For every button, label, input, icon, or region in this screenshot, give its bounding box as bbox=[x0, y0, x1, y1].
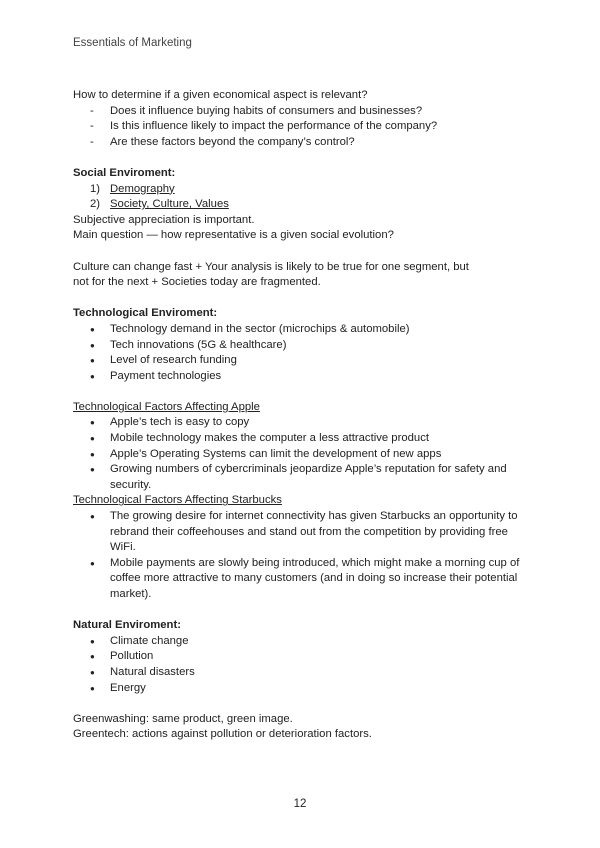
list-item: - Is this influence likely to impact the performance of the company? bbox=[73, 119, 533, 135]
tech-list bbox=[73, 322, 533, 384]
list-item: ● Tech innovations (5G & healthcare) bbox=[73, 338, 533, 354]
social-list bbox=[73, 182, 533, 213]
social-paragraph-line-2: not for the next + Societies today are fragmented. bbox=[73, 276, 321, 289]
list-item: ● Climate change bbox=[73, 634, 533, 650]
list-number: 2) bbox=[90, 198, 101, 211]
natural-heading: Natural Enviroment: bbox=[73, 619, 181, 632]
document-header: Essentials of Marketing bbox=[73, 37, 192, 49]
apple-heading: Technological Factors Affecting Apple bbox=[73, 400, 260, 413]
apple-list bbox=[73, 415, 533, 493]
list-item-label: Demography bbox=[110, 182, 175, 195]
list-item: ● Apple’s Operating Systems can limit the development of new apps bbox=[73, 447, 533, 463]
tech-heading: Technological Enviroment: bbox=[73, 307, 218, 320]
greentech-line: Greentech: actions against pollution or deterioration factors. bbox=[73, 728, 372, 741]
intro-list bbox=[73, 104, 533, 151]
list-item: ● Pollution bbox=[73, 649, 533, 665]
starbucks-heading: Technological Factors Affecting Starbucks bbox=[73, 494, 282, 507]
list-item: - Does it influence buying habits of consumers and businesses? bbox=[73, 104, 533, 120]
list-item: ● Apple’s tech is easy to copy bbox=[73, 415, 533, 431]
list-item: ● Mobile technology makes the computer a less attractive product bbox=[73, 431, 533, 447]
list-item: - Are these factors beyond the company’s control? bbox=[73, 135, 533, 151]
list-item: ● Natural disasters bbox=[73, 665, 533, 681]
list-number: 1) bbox=[90, 182, 101, 195]
natural-list bbox=[73, 634, 533, 696]
intro-question: How to determine if a given economical aspect is relevant? bbox=[73, 89, 368, 101]
starbucks-list bbox=[73, 509, 533, 603]
list-item: ● Technology demand in the sector (microchips & automobile) bbox=[73, 322, 533, 338]
list-item: ● Growing numbers of cybercriminals jeopardize Apple’s reputation for safety and security. bbox=[73, 462, 533, 493]
list-item-label: Society, Culture, Values bbox=[110, 198, 229, 211]
list-item: ● Payment technologies bbox=[73, 369, 533, 385]
social-paragraph-line-1: Culture can change fast + Your analysis is likely to be true for one segment, but bbox=[73, 260, 469, 273]
list-item bbox=[73, 182, 533, 198]
social-line-1: Subjective appreciation is important. bbox=[73, 213, 255, 226]
page-number: 12 bbox=[293, 798, 307, 810]
social-line-2: Main question — how representative is a given social evolution? bbox=[73, 229, 394, 242]
list-item: ● Mobile payments are slowly being introduced, which might make a morning cup of coffee more attractive to many customers (and in doing so increase their potential market). bbox=[73, 556, 533, 603]
list-item bbox=[73, 197, 533, 213]
list-item: ● Level of research funding bbox=[73, 353, 533, 369]
page-content bbox=[73, 88, 533, 743]
list-item: ● Energy bbox=[73, 681, 533, 697]
greenwashing-line: Greenwashing: same product, green image. bbox=[73, 712, 293, 725]
list-item: ● The growing desire for internet connectivity has given Starbucks an opportunity to rebrand their coffeehouses and stand out from the competition by providing free WiFi. bbox=[73, 509, 533, 556]
social-heading: Social Enviroment: bbox=[73, 166, 176, 179]
